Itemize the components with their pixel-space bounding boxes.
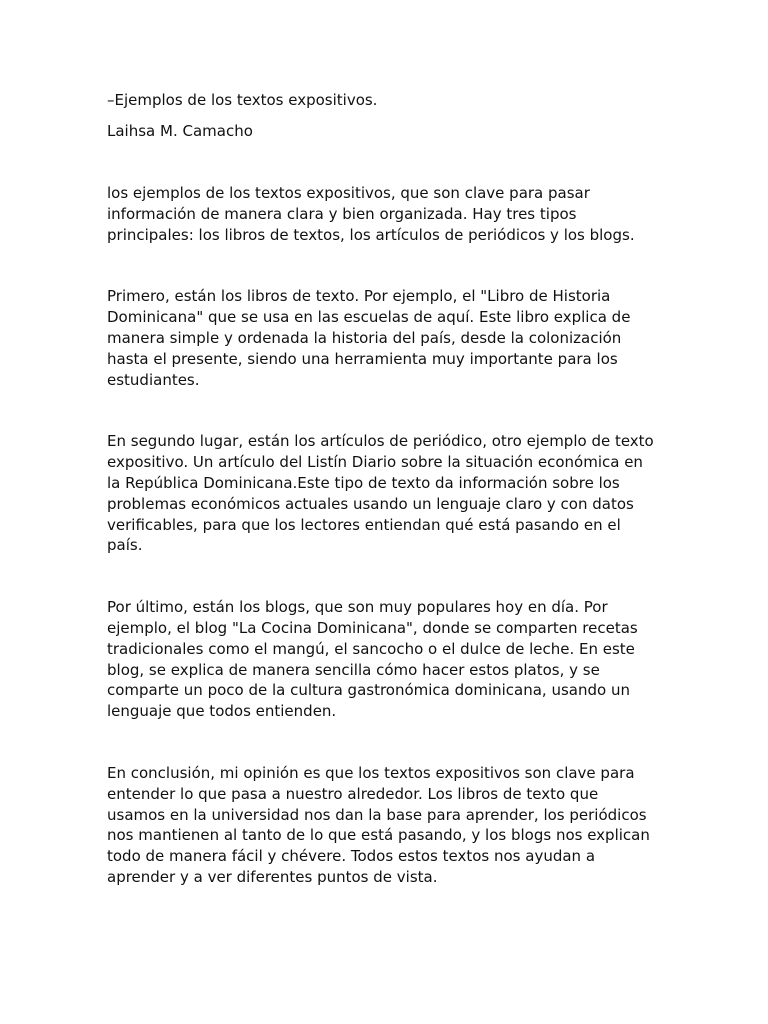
text-line: aprender y a ver diferentes puntos de vista. (107, 868, 438, 887)
paragraph-blogs (107, 597, 667, 722)
text-line: usamos en la universidad nos dan la base para aprender, los periódicos (107, 805, 647, 824)
text-line: expositivo. Un artículo del Listín Diario sobre la situación económica en (107, 453, 643, 472)
text-line: principales: los libros de textos, los artículos de periódicos y los blogs. (107, 225, 635, 244)
text-line: hasta el presente, siendo una herramienta muy importante para los (107, 349, 618, 368)
text-line: los ejemplos de los textos expositivos, que son clave para pasar (107, 184, 590, 203)
document-author: Laihsa M. Camacho (107, 122, 253, 141)
paragraph-conclusion (107, 763, 667, 888)
text-line: Dominicana" que se usa en las escuelas de aquí. Este libro explica de (107, 308, 631, 327)
text-line: país. (107, 536, 143, 555)
text-line: nos mantienen al tanto de lo que está pasando, y los blogs nos explican (107, 826, 650, 845)
text-line: la República Dominicana.Este tipo de texto da información sobre los (107, 474, 620, 493)
text-line: Por último, están los blogs, que son muy populares hoy en día. Por (107, 598, 608, 617)
text-line: blog, se explica de manera sencilla cómo hacer estos platos, y se (107, 660, 600, 679)
text-line: lenguaje que todos entienden. (107, 702, 337, 721)
paragraph-textbooks (107, 286, 667, 390)
paragraph-newspaper-articles (107, 431, 667, 556)
text-line: En segundo lugar, están los artículos de periódico, otro ejemplo de texto (107, 432, 654, 451)
text-line: comparte un poco de la cultura gastronómica dominicana, usando un (107, 681, 630, 700)
text-line: estudiantes. (107, 370, 200, 389)
text-line: entender lo que pasa a nuestro alrededor. Los libros de texto que (107, 784, 599, 803)
paragraph-introduction (107, 183, 667, 245)
text-line: manera simple y ordenada la historia del país, desde la colonización (107, 329, 622, 348)
text-line: Primero, están los libros de texto. Por ejemplo, el "Libro de Historia (107, 287, 611, 306)
text-line: ejemplo, el blog "La Cocina Dominicana", donde se comparten recetas (107, 619, 638, 638)
text-line: En conclusión, mi opinión es que los textos expositivos son clave para (107, 764, 635, 783)
text-line: información de manera clara y bien organizada. Hay tres tipos (107, 204, 577, 223)
document-page (107, 90, 667, 888)
text-line: problemas económicos actuales usando un lenguaje claro y con datos (107, 494, 634, 513)
text-line: verificables, para que los lectores entiendan qué está pasando en el (107, 515, 621, 534)
text-line: tradicionales como el mangú, el sancocho o el dulce de leche. En este (107, 639, 635, 658)
text-line: todo de manera fácil y chévere. Todos estos textos nos ayudan a (107, 847, 596, 866)
document-title: –Ejemplos de los textos expositivos. (107, 91, 378, 109)
